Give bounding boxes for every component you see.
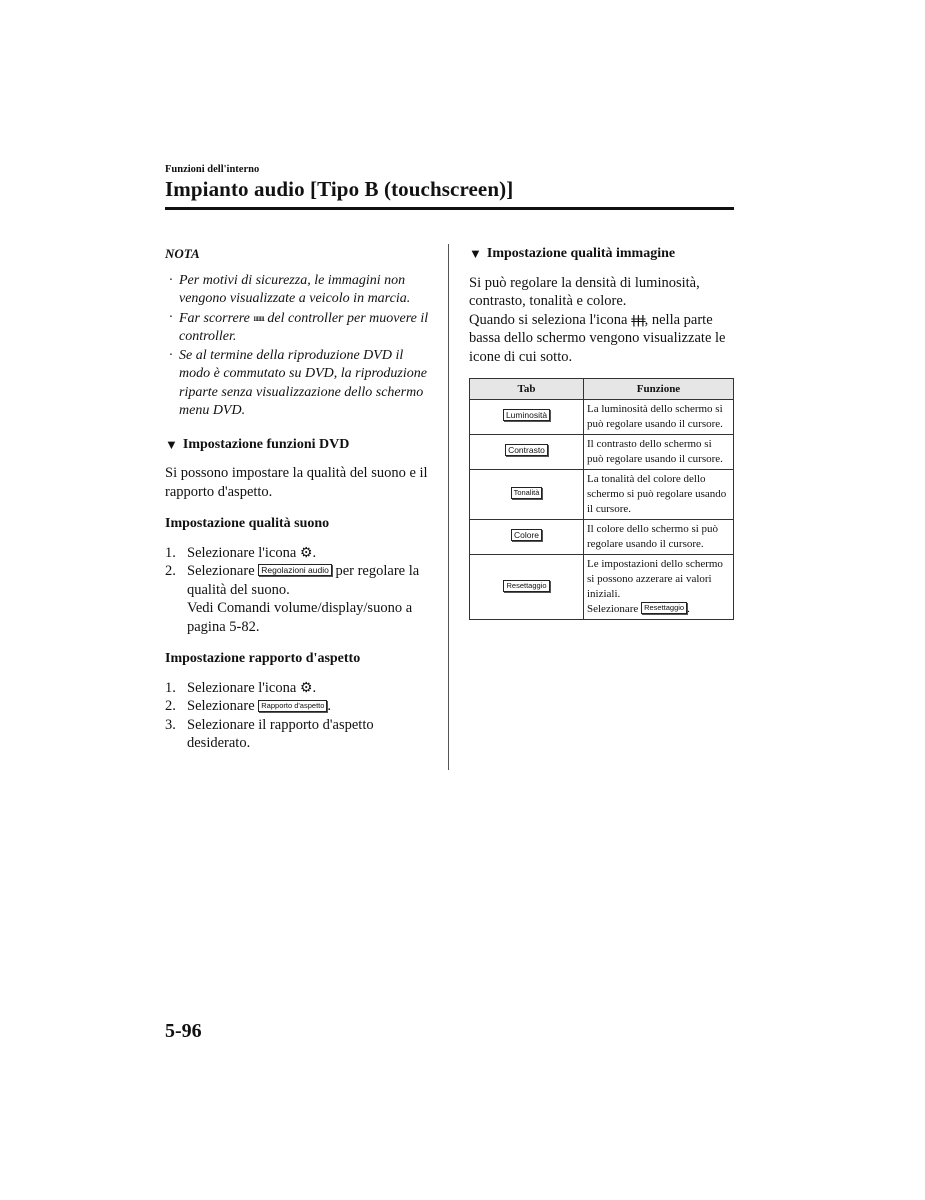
table-header-function: Funzione: [584, 379, 734, 400]
step-number: 2.: [165, 563, 176, 579]
section-label: Funzioni dell'interno: [165, 164, 260, 175]
gear-icon: ⚙: [299, 544, 313, 561]
reset-button-label: Resettaggio: [641, 602, 687, 614]
equalizer-icon: ǂǂǂ: [631, 312, 645, 327]
page-number: 5-96: [165, 1020, 202, 1042]
image-quality-para: Si può regolare la densità di luminosità, contrasto, tonalità e colore.: [469, 274, 700, 309]
step-item: [165, 544, 435, 563]
step-item: [165, 697, 435, 716]
step-text: Selezionare l'icona: [187, 544, 297, 561]
table-row: [470, 555, 734, 620]
table-header-tab: Tab: [470, 379, 584, 400]
image-quality-title: Impostazione qualità immagine: [486, 246, 676, 261]
nota-item: [167, 347, 435, 421]
table-cell-desc: La luminosità dello schermo si può regolare usando il cursore.: [584, 400, 734, 435]
bullet-icon: ·: [169, 272, 173, 288]
step-number: 1.: [165, 679, 176, 696]
table-cell-desc: Il colore dello schermo si può regolare usando il cursore.: [584, 520, 734, 555]
color-tab-button: Colore: [511, 529, 542, 541]
step-number: 2.: [165, 698, 176, 714]
table-cell-desc: La tonalità del colore dello schermo si può regolare usando il cursore.: [584, 470, 734, 520]
table-row: [470, 435, 734, 470]
step-end: .: [312, 544, 317, 561]
step-text: Selezionare: [187, 563, 255, 579]
dvd-section-heading: [165, 436, 435, 455]
para-text: Quando si seleziona l'icona: [469, 311, 628, 328]
sound-subheading: Impostazione qualità suono: [165, 516, 330, 531]
step-item: [165, 716, 435, 753]
nota-item-text: Se al termine della riproduzione DVD il modo è commutato su DVD, la riproduzione riparte senza visualizzazione dello schermo menu DVD.: [179, 347, 427, 418]
nota-item-text: del controller per muovere il controller.: [179, 310, 429, 344]
tint-tab-button: Tonalità: [511, 487, 543, 499]
function-table: [469, 378, 734, 620]
aspect-steps: [165, 679, 435, 753]
aspect-ratio-button-label: Rapporto d'aspetto: [258, 700, 327, 712]
desc-end: .: [687, 603, 690, 615]
step-end: .: [312, 679, 317, 696]
image-quality-para: [469, 311, 735, 367]
table-cell-desc: Il contrasto dello schermo si può regolare usando il cursore.: [584, 435, 734, 470]
dvd-section-title: Impostazione funzioni DVD: [182, 436, 350, 452]
aspect-subheading: Impostazione rapporto d'aspetto: [165, 651, 361, 666]
step-text: Selezionare: [187, 698, 255, 714]
table-row: [470, 520, 734, 555]
step-item: [165, 679, 435, 698]
step-text: Selezionare l'icona: [187, 679, 297, 696]
step-number: 1.: [165, 544, 176, 561]
sound-steps: [165, 544, 435, 637]
desc-text: Le impostazioni dello schermo si possono azzerare ai valori iniziali.: [587, 558, 723, 600]
column-divider: [448, 244, 449, 770]
step-end: .: [327, 698, 332, 714]
step-text: Selezionare il rapporto d'aspetto desiderato.: [187, 716, 374, 751]
table-cell-tab: [470, 520, 584, 555]
desc-text: Selezionare: [587, 603, 639, 615]
contrast-tab-button: Contrasto: [505, 444, 548, 456]
bullet-icon: ·: [169, 347, 173, 363]
table-header-row: [470, 379, 734, 400]
nota-item: [167, 272, 435, 309]
right-column: [469, 245, 735, 620]
table-cell-tab: [470, 400, 584, 435]
table-cell-tab: [470, 555, 584, 620]
audio-settings-button-label: Regolazioni audio: [258, 564, 332, 576]
reset-tab-button: Resettaggio: [503, 580, 549, 592]
title-rule: [165, 207, 734, 210]
triangle-icon: ▼: [165, 436, 178, 452]
step-reference: Vedi Comandi volume/display/suono a pagina 5-82.: [187, 600, 413, 635]
left-column: [165, 245, 435, 753]
table-cell-tab: [470, 470, 584, 520]
scroll-wheel-icon: ııııııı: [253, 312, 264, 323]
brightness-tab-button: Luminosità: [503, 409, 550, 421]
step-item: [165, 562, 435, 636]
nota-item: [167, 309, 435, 347]
nota-title: NOTA: [165, 246, 200, 261]
table-cell-tab: [470, 435, 584, 470]
table-row: [470, 470, 734, 520]
dvd-intro: Si possono impostare la qualità del suono e il rapporto d'aspetto.: [165, 465, 428, 500]
nota-list: [165, 272, 435, 421]
table-cell-desc: [584, 555, 734, 620]
step-text: per regolare la qualità del suono.: [187, 563, 420, 598]
step-number: 3.: [165, 716, 176, 733]
table-row: [470, 400, 734, 435]
para-text: , nella parte bassa dello schermo vengono visualizzate le icone di cui sotto.: [469, 311, 726, 365]
triangle-icon: ▼: [469, 246, 482, 261]
image-quality-heading: [469, 245, 735, 264]
gear-icon: ⚙: [299, 679, 313, 696]
bullet-icon: ·: [169, 309, 173, 325]
nota-item-text: Far scorrere: [179, 310, 250, 326]
nota-item-text: Per motivi di sicurezza, le immagini non vengono visualizzate a veicolo in marcia.: [179, 272, 411, 306]
page-title: Impianto audio [Tipo B (touchscreen)]: [165, 177, 514, 201]
